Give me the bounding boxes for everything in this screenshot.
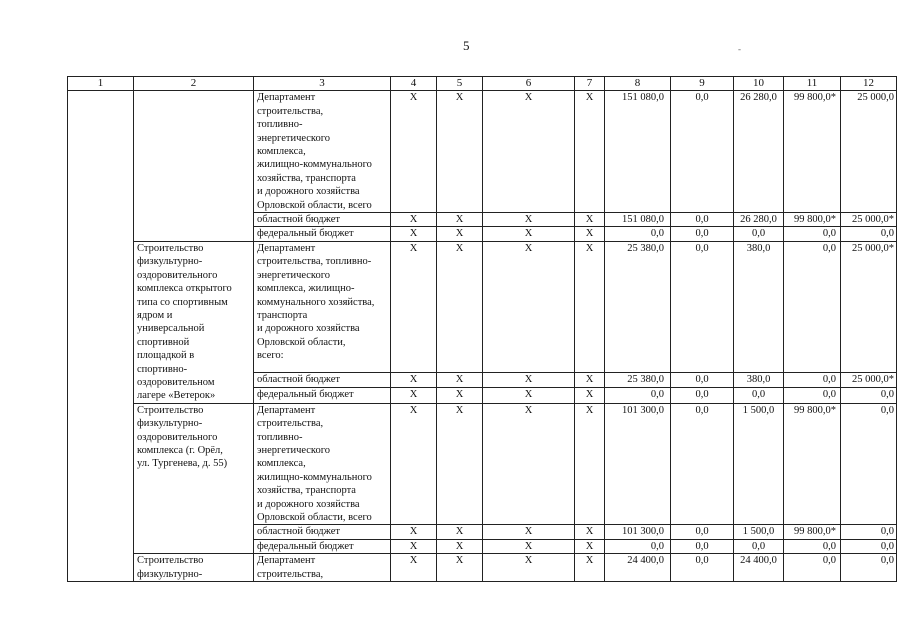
table-row — [68, 403, 897, 525]
col-header: 10 — [734, 77, 784, 91]
cell-amount: 1 500,0 — [734, 403, 784, 525]
cell-amount: 0,0 — [734, 227, 784, 241]
cell-amount: 0,0 — [841, 554, 897, 582]
funding-source: областной бюджет — [254, 213, 391, 227]
col-header: 5 — [437, 77, 483, 91]
cell-marker: Х — [391, 539, 437, 553]
cell-amount: 380,0 — [734, 241, 784, 372]
cell-amount: 99 800,0* — [784, 91, 841, 213]
cell-marker: Х — [575, 554, 605, 582]
cell-amount: 0,0 — [841, 403, 897, 525]
cell-amount: 0,0 — [671, 554, 734, 582]
cell-marker: Х — [483, 403, 575, 525]
cell-marker: Х — [483, 213, 575, 227]
col-header: 3 — [254, 77, 391, 91]
cell-marker: Х — [575, 227, 605, 241]
cell-marker: Х — [437, 227, 483, 241]
col-header: 12 — [841, 77, 897, 91]
cell-marker: Х — [575, 372, 605, 387]
cell-amount: 380,0 — [734, 372, 784, 387]
funding-source: федеральный бюджет — [254, 539, 391, 553]
cell-amount: 24 400,0 — [605, 554, 671, 582]
col-header: 4 — [391, 77, 437, 91]
object-name — [134, 91, 254, 241]
cell-amount: 0,0 — [605, 539, 671, 553]
cell-marker: Х — [437, 554, 483, 582]
cell-marker: Х — [391, 388, 437, 404]
cell-marker: Х — [483, 525, 575, 539]
cell-amount: 25 000,0* — [841, 241, 897, 372]
cell-marker: Х — [391, 403, 437, 525]
cell-amount: 0,0 — [841, 227, 897, 241]
cell-marker: Х — [483, 241, 575, 372]
budget-table — [67, 76, 897, 582]
section-cell — [68, 91, 134, 582]
cell-amount: 0,0 — [671, 403, 734, 525]
cell-marker: Х — [575, 539, 605, 553]
funding-source: Департамент строительства, топливно- энергетического комплекса, жилищно-коммунального хозяйства, транспорта и дорожного хозяйства Орловской области, всего — [254, 403, 391, 525]
cell-marker: Х — [437, 388, 483, 404]
cell-marker: Х — [437, 91, 483, 213]
cell-amount: 99 800,0* — [784, 403, 841, 525]
cell-amount: 0,0 — [841, 539, 897, 553]
cell-amount: 101 300,0 — [605, 525, 671, 539]
cell-marker: Х — [483, 227, 575, 241]
cell-amount: 0,0 — [671, 372, 734, 387]
table-row — [68, 91, 897, 213]
cell-amount: 0,0 — [671, 227, 734, 241]
object-name: Строительство физкультурно- — [134, 554, 254, 582]
cell-amount: 99 800,0* — [784, 213, 841, 227]
cell-marker: Х — [483, 554, 575, 582]
cell-marker: Х — [483, 372, 575, 387]
cell-marker: Х — [575, 213, 605, 227]
cell-marker: Х — [575, 241, 605, 372]
cell-amount: 0,0 — [784, 241, 841, 372]
cell-amount: 25 000,0 — [841, 91, 897, 213]
cell-amount: 0,0 — [784, 372, 841, 387]
cell-amount: 151 080,0 — [605, 91, 671, 213]
cell-amount: 25 380,0 — [605, 372, 671, 387]
corner-mark: - — [738, 44, 741, 54]
cell-amount: 0,0 — [671, 213, 734, 227]
col-header: 6 — [483, 77, 575, 91]
cell-marker: Х — [437, 241, 483, 372]
cell-amount: 26 280,0 — [734, 213, 784, 227]
cell-marker: Х — [483, 539, 575, 553]
cell-marker: Х — [391, 213, 437, 227]
cell-marker: Х — [437, 539, 483, 553]
cell-marker: Х — [483, 91, 575, 213]
object-name: Строительство физкультурно- оздоровительного комплекса открытого типа со спортивным ядром и универсальной спортивной площадкой в спортивно- оздоровительном лагере «Ветерок» — [134, 241, 254, 403]
cell-amount: 0,0 — [784, 539, 841, 553]
funding-source: Департамент строительства, топливно- энергетического комплекса, жилищно-коммунального хозяйства, транспорта и дорожного хозяйства Орловской области, всего — [254, 91, 391, 213]
funding-source: Департамент строительства, — [254, 554, 391, 582]
cell-marker: Х — [391, 241, 437, 372]
cell-amount: 99 800,0* — [784, 525, 841, 539]
funding-source: областной бюджет — [254, 372, 391, 387]
cell-marker: Х — [575, 525, 605, 539]
cell-marker: Х — [575, 403, 605, 525]
cell-amount: 0,0 — [841, 525, 897, 539]
cell-amount: 0,0 — [671, 91, 734, 213]
cell-amount: 0,0 — [784, 388, 841, 404]
cell-amount: 25 380,0 — [605, 241, 671, 372]
cell-amount: 0,0 — [671, 388, 734, 404]
cell-marker: Х — [437, 525, 483, 539]
table-row — [68, 241, 897, 372]
funding-source: федеральный бюджет — [254, 227, 391, 241]
funding-source: областной бюджет — [254, 525, 391, 539]
cell-marker: Х — [391, 525, 437, 539]
cell-marker: Х — [437, 213, 483, 227]
col-header: 1 — [68, 77, 134, 91]
cell-amount: 1 500,0 — [734, 525, 784, 539]
funding-source: федеральный бюджет — [254, 388, 391, 404]
page-number: 5 — [463, 38, 470, 53]
cell-amount: 0,0 — [671, 525, 734, 539]
cell-amount: 0,0 — [605, 227, 671, 241]
cell-marker: Х — [391, 91, 437, 213]
cell-amount: 0,0 — [784, 227, 841, 241]
cell-amount: 24 400,0 — [734, 554, 784, 582]
cell-marker: Х — [391, 227, 437, 241]
cell-amount: 0,0 — [671, 539, 734, 553]
cell-amount: 0,0 — [841, 388, 897, 404]
cell-marker: Х — [437, 372, 483, 387]
funding-source: Департамент строительства, топливно- энергетического комплекса, жилищно- коммунального хозяйства, транспорта и дорожного хозяйства Орловской области, всего: — [254, 241, 391, 372]
cell-amount: 0,0 — [671, 241, 734, 372]
cell-amount: 101 300,0 — [605, 403, 671, 525]
object-name: Строительство физкультурно- оздоровительного комплекса (г. Орёл, ул. Тургенева, д. 55) — [134, 403, 254, 553]
cell-amount: 25 000,0* — [841, 372, 897, 387]
cell-amount: 151 080,0 — [605, 213, 671, 227]
cell-amount: 0,0 — [734, 539, 784, 553]
cell-marker: Х — [391, 372, 437, 387]
col-header: 2 — [134, 77, 254, 91]
col-header: 8 — [605, 77, 671, 91]
col-header: 11 — [784, 77, 841, 91]
cell-marker: Х — [437, 403, 483, 525]
table-row — [68, 554, 897, 582]
cell-marker: Х — [391, 554, 437, 582]
col-header: 9 — [671, 77, 734, 91]
cell-marker: Х — [483, 388, 575, 404]
col-header: 7 — [575, 77, 605, 91]
cell-amount: 25 000,0* — [841, 213, 897, 227]
cell-marker: Х — [575, 91, 605, 213]
cell-amount: 0,0 — [784, 554, 841, 582]
cell-marker: Х — [575, 388, 605, 404]
cell-amount: 0,0 — [734, 388, 784, 404]
cell-amount: 26 280,0 — [734, 91, 784, 213]
cell-amount: 0,0 — [605, 388, 671, 404]
header-row — [68, 77, 897, 91]
